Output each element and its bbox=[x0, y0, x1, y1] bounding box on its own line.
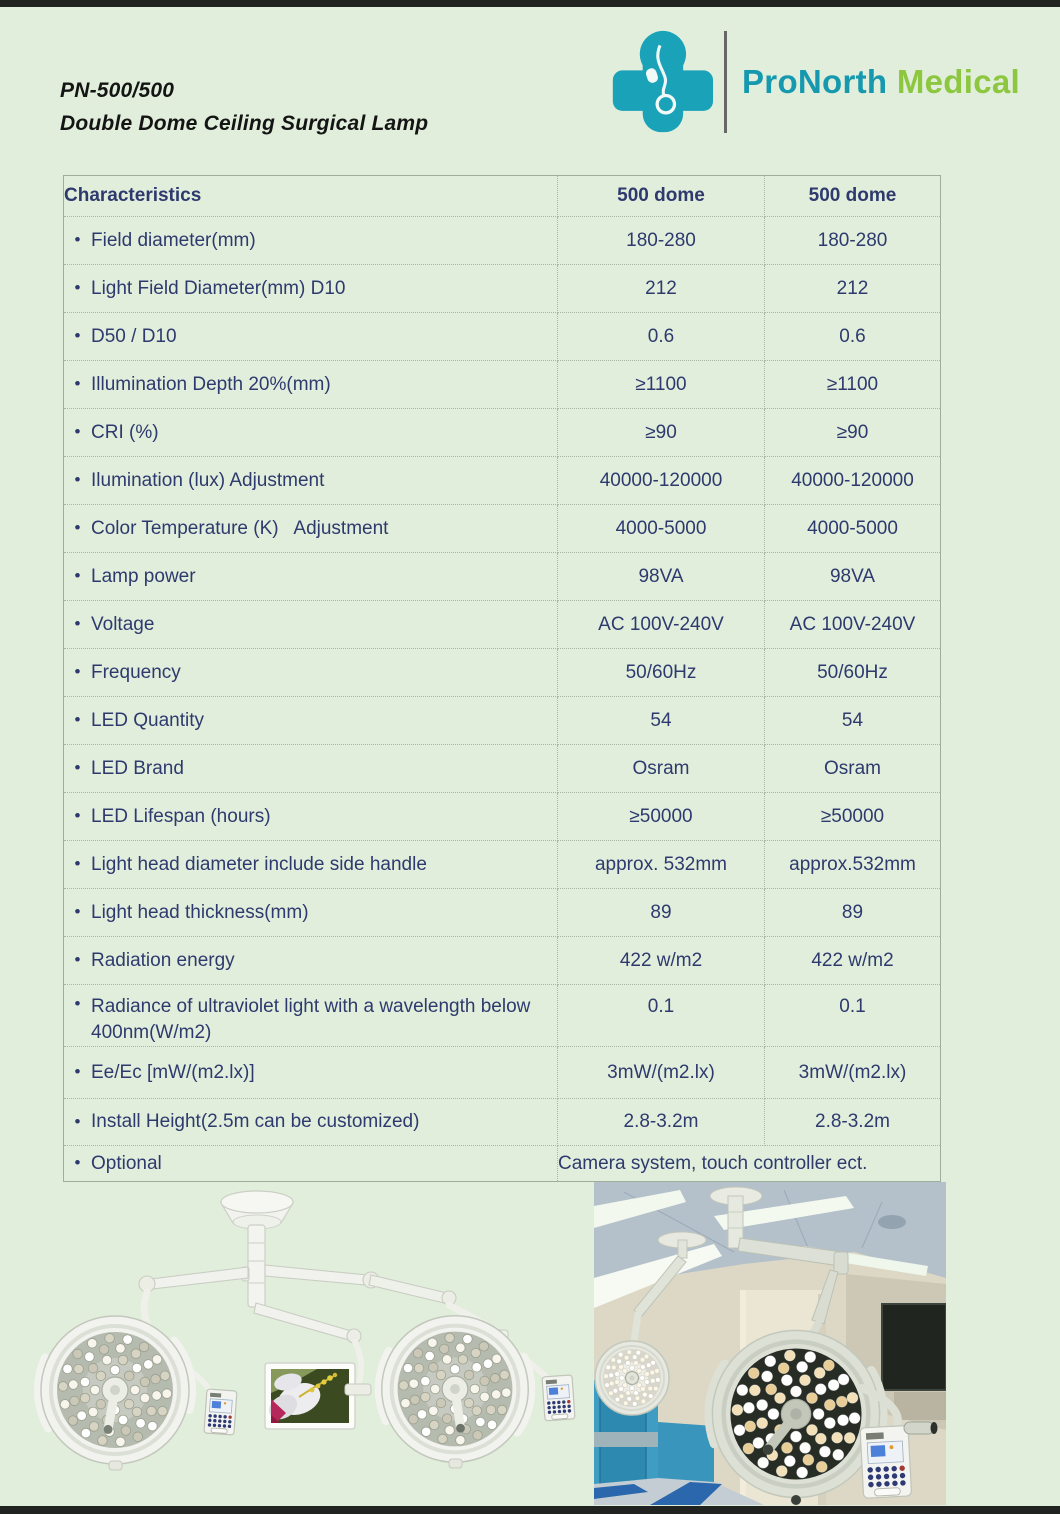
row-value-2: ≥90 bbox=[765, 409, 941, 457]
row-label: Illumination Depth 20%(mm) bbox=[91, 373, 331, 395]
row-value-2: 422 w/m2 bbox=[765, 937, 941, 985]
row-label: Light head diameter include side handle bbox=[91, 853, 427, 875]
row-value-2: 180-280 bbox=[765, 217, 941, 265]
brand-name-primary: ProNorth bbox=[742, 63, 888, 100]
control-panel-right bbox=[542, 1375, 575, 1421]
row-label: Install Height(2.5m can be customized) bbox=[91, 1111, 420, 1133]
row-label: D50 / D10 bbox=[91, 325, 177, 347]
table-row bbox=[64, 745, 941, 793]
row-label: Ee/Ec [mW/(m2.lx)] bbox=[91, 1061, 255, 1083]
row-value-1: 54 bbox=[558, 697, 765, 745]
row-value-2: ≥50000 bbox=[765, 793, 941, 841]
bullet-icon: • bbox=[74, 230, 81, 250]
bullet-icon: • bbox=[74, 806, 81, 826]
bullet-icon: • bbox=[74, 1153, 81, 1173]
row-value-2: 212 bbox=[765, 265, 941, 313]
row-value-2: 54 bbox=[765, 697, 941, 745]
support-column bbox=[248, 1225, 265, 1307]
table-header-row bbox=[64, 176, 941, 217]
row-value-1: 50/60Hz bbox=[558, 649, 765, 697]
medical-cross-stethoscope-icon bbox=[608, 26, 714, 138]
double-dome-lamp-illustration bbox=[15, 1185, 590, 1510]
lamp-head-left bbox=[38, 1316, 192, 1464]
row-value-1: 4000-5000 bbox=[558, 505, 765, 553]
bullet-icon: • bbox=[74, 662, 81, 682]
table-row bbox=[64, 793, 941, 841]
row-label: Ilumination (lux) Adjustment bbox=[91, 469, 325, 491]
top-edge-bar bbox=[0, 0, 1060, 7]
row-value-2: ≥1100 bbox=[765, 361, 941, 409]
lamp-head-small bbox=[595, 1341, 669, 1415]
table-row bbox=[64, 649, 941, 697]
row-value-1: 0.1 bbox=[558, 985, 765, 1047]
col-header-dome-1: 500 dome bbox=[558, 176, 765, 217]
row-label: Radiance of ultraviolet light with a wavelength below 400nm(W/m2) bbox=[91, 996, 536, 1043]
table-row bbox=[64, 505, 941, 553]
bullet-icon: • bbox=[74, 470, 81, 490]
operating-room-photo bbox=[594, 1182, 946, 1505]
table-row bbox=[64, 1047, 941, 1099]
row-label: Voltage bbox=[91, 613, 155, 635]
table-row bbox=[64, 265, 941, 313]
col-header-characteristics: Characteristics bbox=[64, 176, 558, 217]
row-value-2: 2.8-3.2m bbox=[765, 1099, 941, 1146]
brand-name-secondary: Medical bbox=[896, 63, 1021, 100]
row-value-1: 3mW/(m2.lx) bbox=[558, 1047, 765, 1099]
row-value-1: ≥50000 bbox=[558, 793, 765, 841]
bullet-icon: • bbox=[74, 1062, 81, 1082]
bullet-icon: • bbox=[74, 614, 81, 634]
panel-handle-cylinder bbox=[904, 1422, 934, 1434]
row-label: Color Temperature (K) Adjustment bbox=[91, 517, 389, 539]
row-value-1: 2.8-3.2m bbox=[558, 1099, 765, 1146]
bullet-icon: • bbox=[74, 950, 81, 970]
row-value-1: 212 bbox=[558, 265, 765, 313]
wall-monitor bbox=[882, 1304, 946, 1390]
row-value-2: 89 bbox=[765, 889, 941, 937]
monitor-arm bbox=[355, 1342, 361, 1384]
row-label: LED Brand bbox=[91, 757, 184, 779]
table-row bbox=[64, 601, 941, 649]
table-row bbox=[64, 985, 941, 1047]
row-value-1: 0.6 bbox=[558, 313, 765, 361]
bullet-icon: • bbox=[74, 1111, 81, 1131]
row-label: Lamp power bbox=[91, 565, 196, 587]
bullet-icon: • bbox=[74, 278, 81, 298]
row-value-1: 180-280 bbox=[558, 217, 765, 265]
bullet-icon: • bbox=[74, 518, 81, 538]
row-value-2: 0.1 bbox=[765, 985, 941, 1047]
row-value-1: 89 bbox=[558, 889, 765, 937]
bullet-icon: • bbox=[74, 994, 81, 1013]
table-row bbox=[64, 313, 941, 361]
control-panel-left bbox=[204, 1389, 237, 1435]
table-row bbox=[64, 697, 941, 745]
row-label: Field diameter(mm) bbox=[91, 229, 256, 251]
specifications-table bbox=[63, 175, 941, 1182]
bullet-icon: • bbox=[74, 566, 81, 586]
lamp-head-right bbox=[379, 1316, 531, 1463]
control-panel-photo bbox=[860, 1425, 912, 1498]
bullet-icon: • bbox=[74, 710, 81, 730]
logo-divider bbox=[724, 31, 727, 133]
bullet-icon: • bbox=[74, 374, 81, 394]
table-row bbox=[64, 457, 941, 505]
table-body bbox=[64, 217, 941, 1182]
row-label: Light Field Diameter(mm) D10 bbox=[91, 277, 346, 299]
bullet-icon: • bbox=[74, 326, 81, 346]
bullet-icon: • bbox=[74, 422, 81, 442]
row-value-2: 0.6 bbox=[765, 313, 941, 361]
row-value-2: AC 100V-240V bbox=[765, 601, 941, 649]
row-value-2: 40000-120000 bbox=[765, 457, 941, 505]
table-row bbox=[64, 361, 941, 409]
row-value-1: 40000-120000 bbox=[558, 457, 765, 505]
page-title bbox=[60, 74, 428, 140]
table-row bbox=[64, 217, 941, 265]
table-row bbox=[64, 409, 941, 457]
bullet-icon: • bbox=[74, 854, 81, 874]
row-value-1: AC 100V-240V bbox=[558, 601, 765, 649]
col-header-dome-2: 500 dome bbox=[765, 176, 941, 217]
row-label: LED Quantity bbox=[91, 709, 204, 731]
row-label: Radiation energy bbox=[91, 949, 235, 971]
row-value-2: 3mW/(m2.lx) bbox=[765, 1047, 941, 1099]
bottom-edge-bar bbox=[0, 1506, 1060, 1514]
row-value-1: ≥90 bbox=[558, 409, 765, 457]
brand-name bbox=[742, 63, 1020, 101]
row-value-2: 50/60Hz bbox=[765, 649, 941, 697]
table-row bbox=[64, 1146, 941, 1182]
row-value-2: Osram bbox=[765, 745, 941, 793]
monitor bbox=[264, 1363, 355, 1429]
row-value-1: 422 w/m2 bbox=[558, 937, 765, 985]
row-value-1: Camera system, touch controller ect. bbox=[558, 1146, 941, 1182]
row-value-1: 98VA bbox=[558, 553, 765, 601]
product-name: Double Dome Ceiling Surgical Lamp bbox=[60, 112, 429, 135]
table-row bbox=[64, 937, 941, 985]
monitor-bracket bbox=[345, 1384, 371, 1395]
row-label: Light head thickness(mm) bbox=[91, 901, 309, 923]
table-row bbox=[64, 889, 941, 937]
row-label: CRI (%) bbox=[91, 421, 159, 443]
bullet-icon: • bbox=[74, 902, 81, 922]
row-value-2: 4000-5000 bbox=[765, 505, 941, 553]
row-value-1: Osram bbox=[558, 745, 765, 793]
row-value-2: 98VA bbox=[765, 553, 941, 601]
brand-logo bbox=[608, 24, 1020, 140]
table-row bbox=[64, 841, 941, 889]
row-value-1: ≥1100 bbox=[558, 361, 765, 409]
row-label: Optional bbox=[91, 1152, 162, 1174]
row-value-2: approx.532mm bbox=[765, 841, 941, 889]
bullet-icon: • bbox=[74, 758, 81, 778]
ceiling-canopy bbox=[221, 1191, 293, 1229]
model-number: PN-500/500 bbox=[60, 79, 175, 102]
table-row bbox=[64, 1099, 941, 1146]
row-label: Frequency bbox=[91, 661, 181, 683]
row-value-1: approx. 532mm bbox=[558, 841, 765, 889]
table-row bbox=[64, 553, 941, 601]
row-label: LED Lifespan (hours) bbox=[91, 805, 271, 827]
